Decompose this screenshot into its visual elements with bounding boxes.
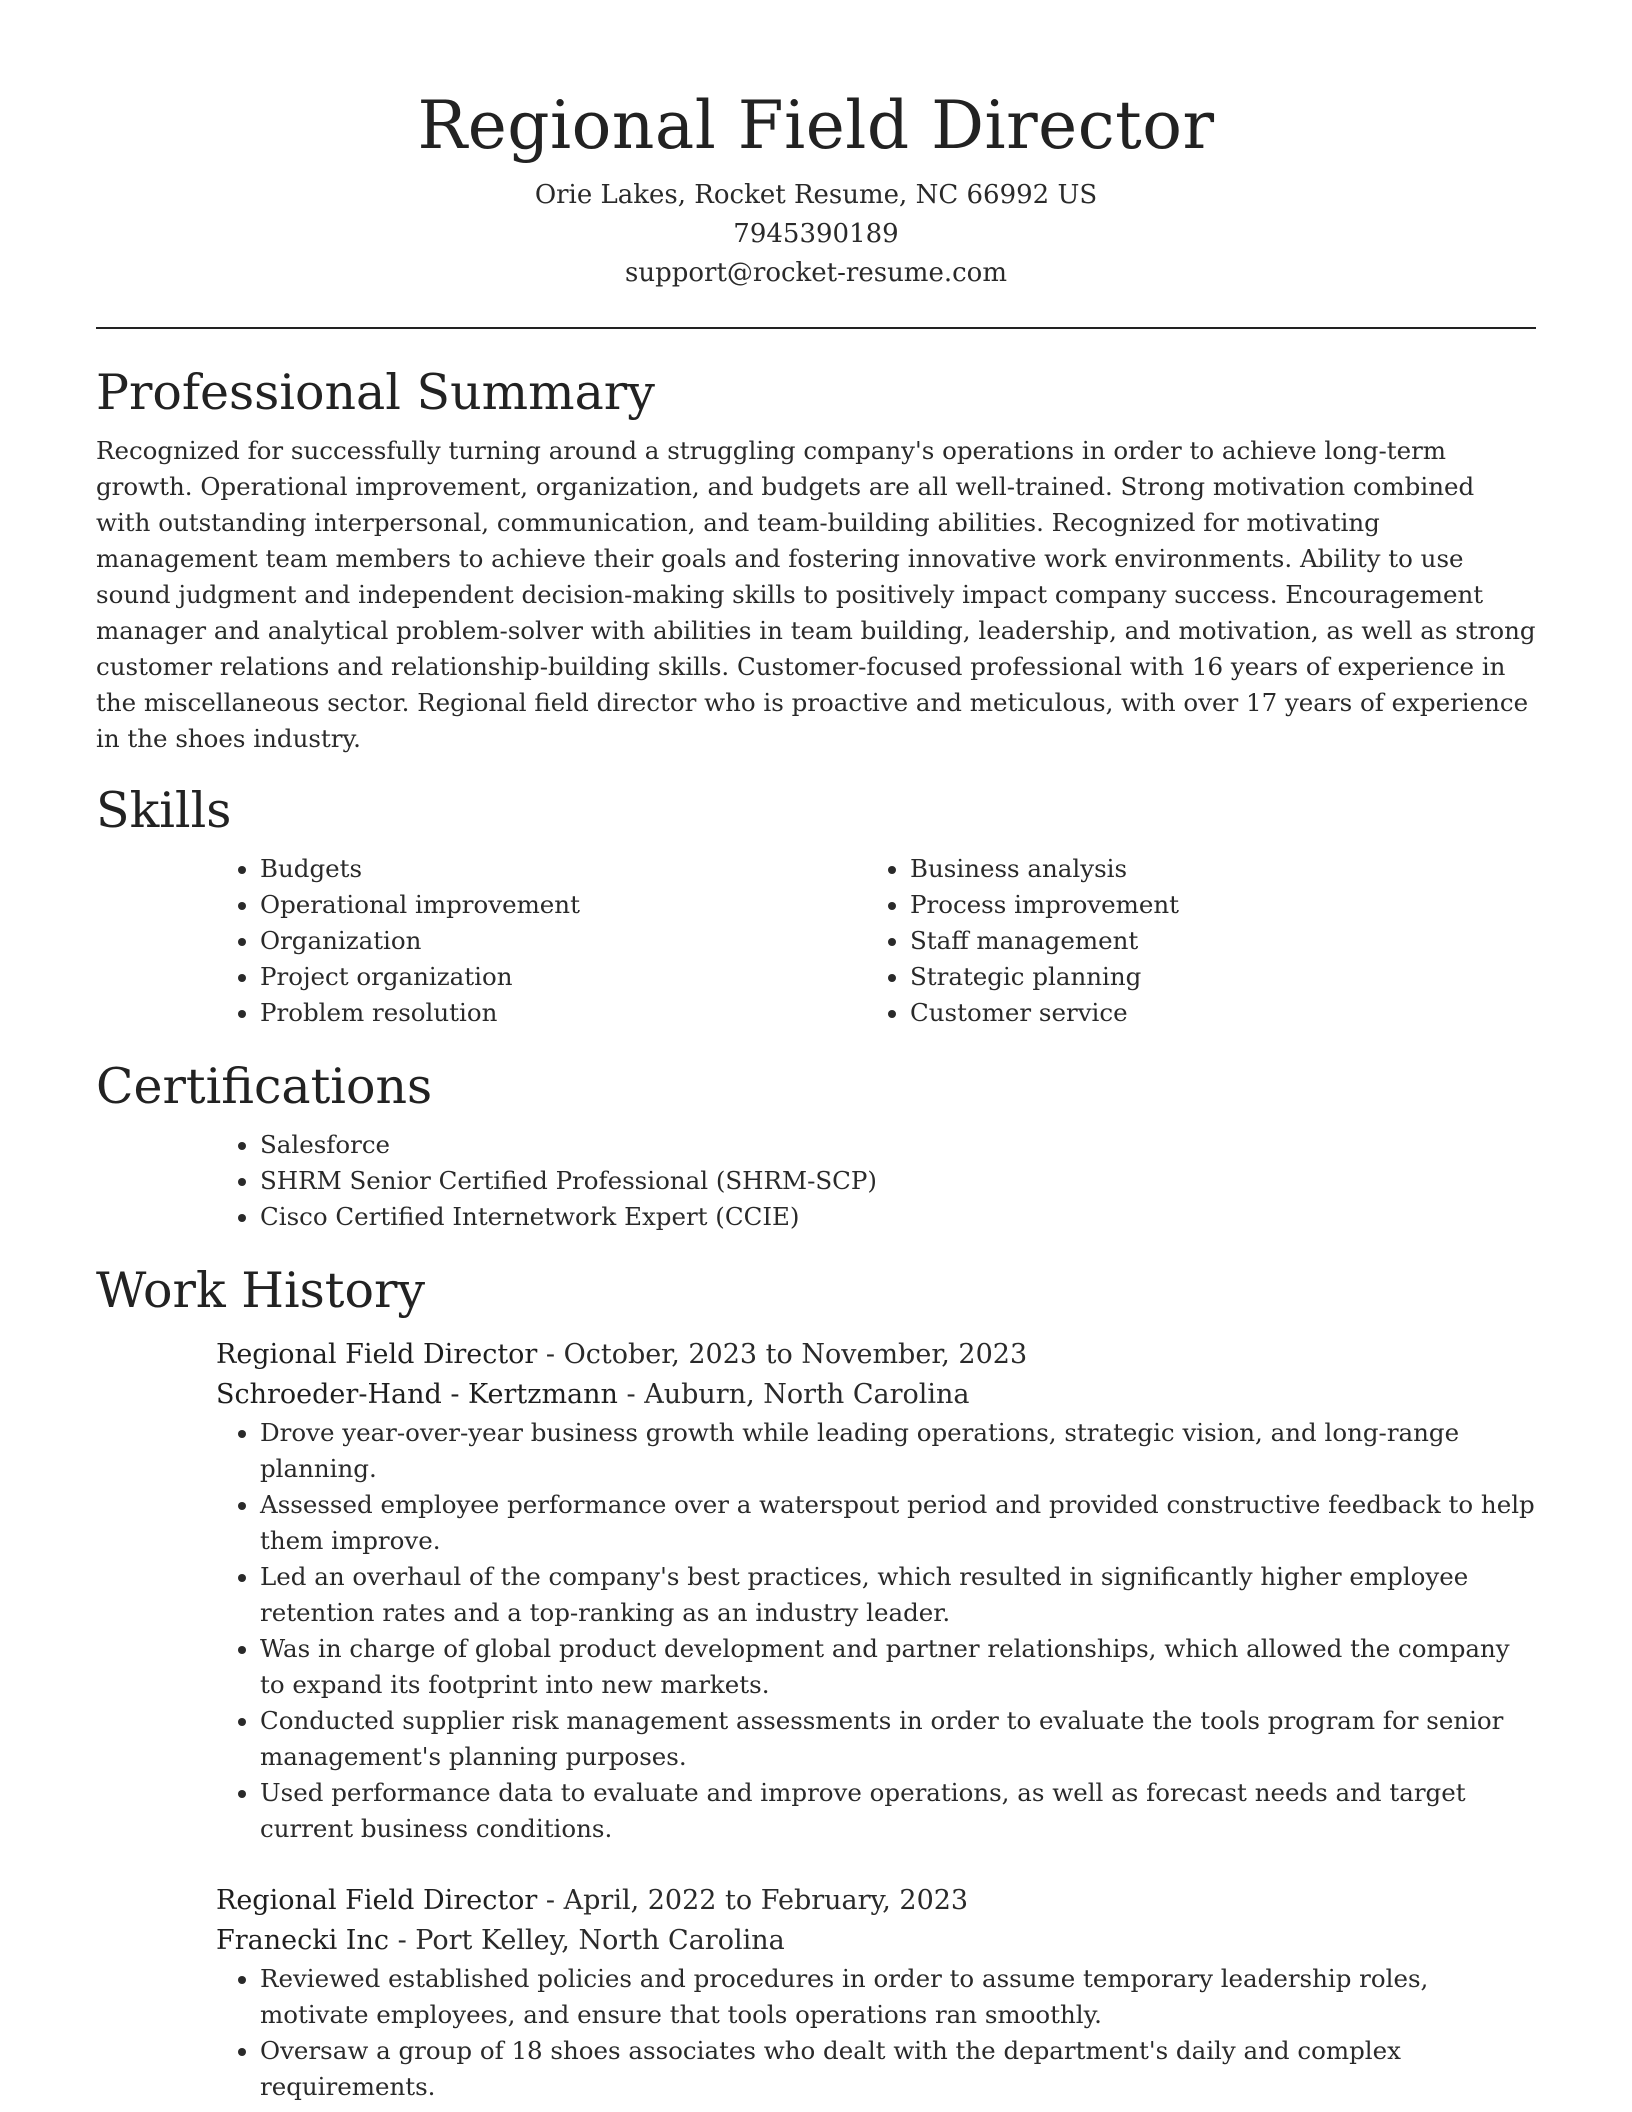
job-dates: - April, 2022 to February, 2023 [537,1885,969,1916]
job-meta [216,1881,1536,1961]
skill-item: • Strategic planning [910,959,1516,995]
job-bullet: • Assessed employee performance over a waterspout period and provided constructive feedback to help them improve. [260,1487,1536,1559]
skill-item: • Project organization [260,959,866,995]
certification-item: • SHRM Senior Certified Professional (SHRM-SCP) [260,1163,1536,1199]
job-title-line [216,1335,1536,1375]
job-company: Franecki Inc [216,1925,389,1956]
skills-list-right [866,851,1516,1031]
skill-item: • Business analysis [910,851,1516,887]
skill-item: • Problem resolution [260,995,866,1031]
job-bullet: • Oversaw a group of 18 shoes associates who dealt with the department's daily and complex requirements. [260,2033,1536,2105]
job-company: Schroeder-Hand - Kertzmann [216,1379,618,1410]
certifications-section [96,1057,1536,1235]
summary-section [96,363,1536,757]
header-divider [96,327,1536,329]
contact-phone: 7945390189 [733,219,899,249]
skill-item: • Operational improvement [260,887,866,923]
summary-heading: Professional Summary [96,364,655,421]
certification-item: • Cisco Certified Internetwork Expert (CCIE) [260,1199,1536,1235]
resume-page [96,0,1536,2105]
job-company-line [216,1375,1536,1415]
job-bullet: • Drove year-over-year business growth while leading operations, strategic vision, and long-range planning. [260,1415,1536,1487]
job-location: - Port Kelley, North Carolina [388,1925,785,1956]
job-meta [216,1335,1536,1415]
contact-block [96,176,1536,293]
job-bullet: • Was in charge of global product development and partner relationships, which allowed the company to expand its footprint into new markets. [260,1631,1536,1703]
job-bullet: • Led an overhaul of the company's best practices, which resulted in significantly higher employee retention rates and a top-ranking as an industry leader. [260,1559,1536,1631]
job-bullets [216,1415,1536,1847]
resume-title: Regional Field Director [417,87,1215,164]
job-bullet: • Reviewed established policies and procedures in order to assume temporary leadership roles, motivate employees, and ensure that tools operations ran smoothly. [260,1961,1536,2033]
job-role: Regional Field Director [216,1339,538,1370]
skill-item: • Organization [260,923,866,959]
contact-address: Orie Lakes, Rocket Resume, NC 66992 US [534,180,1098,210]
work-history-heading: Work History [96,1262,426,1319]
job-company-line [216,1921,1536,1961]
skills-column-left [216,851,866,1031]
skill-item: • Process improvement [910,887,1516,923]
job-dates: - October, 2023 to November, 2023 [537,1339,1028,1370]
skill-item: • Customer service [910,995,1516,1031]
summary-paragraph: Recognized for successfully turning around a struggling company's operations in order to achieve long-term growth. Operational improvement, organization, and budgets are all well-trained. Strong motivation combined with outstanding interpersonal, communication, and team-building abilities. Recognized for motivating management team members to achieve their goals and fostering innovative work environments. Ability to use sound judgment and independent decision-making skills to positively impact company success. Encouragement manager and analytical problem-solver with abilities in team building, leadership, and motivation, as well as strong customer relations and relationship-building skills. Customer-focused professional with 16 years of experience in the miscellaneous sector. Regional field director who is proactive and meticulous, with over 17 years of experience in the shoes industry. [96,436,1536,753]
job-title-line [216,1881,1536,1921]
certifications-list [216,1127,1536,1235]
skills-heading: Skills [96,782,232,839]
job-bullet: • Conducted supplier risk management assessments in order to evaluate the tools program for senior management's planning purposes. [260,1703,1536,1775]
job-location: - Auburn, North Carolina [617,1379,970,1410]
contact-email: support@rocket-resume.com [624,258,1007,288]
resume-header [96,0,1536,293]
job-entry [216,1881,1536,2105]
skills-column-right [866,851,1516,1031]
skill-item: • Staff management [910,923,1516,959]
work-history-section [96,1261,1536,2105]
skills-grid [216,851,1536,1031]
job-role: Regional Field Director [216,1885,538,1916]
skills-section [96,781,1536,1031]
certifications-heading: Certifications [96,1058,433,1115]
job-entry [216,1335,1536,1847]
skill-item: • Budgets [260,851,866,887]
skills-list-left [216,851,866,1031]
certification-item: • Salesforce [260,1127,1536,1163]
job-bullets [216,1961,1536,2105]
job-bullet: • Used performance data to evaluate and improve operations, as well as forecast needs and target current business conditions. [260,1775,1536,1847]
